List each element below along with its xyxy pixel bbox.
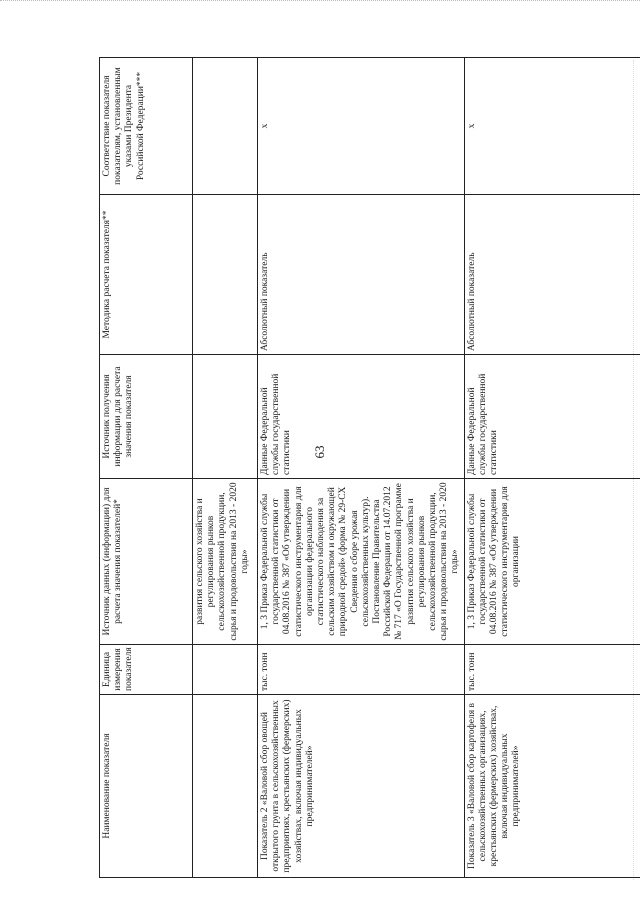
header-method: Методика расчета показателя** [100, 195, 193, 355]
cell-correspondence: х [464, 58, 640, 195]
header-info: Источник получения информации для расчета значения показателя [100, 355, 193, 479]
cell-name: Показатель 3 «Валовой сбор картофеля в сельскохозяйственных организациях, крестьянских (фермерских) хозяйствах, включая индивидуальных предпринимателей» [464, 695, 640, 878]
cell-cont-method [193, 195, 258, 355]
header-unit: Единица измерения показателя [100, 645, 193, 695]
table-row [258, 58, 465, 878]
cell-unit: тыс. тонн [464, 645, 640, 695]
page-number: 63 [312, 445, 327, 459]
cell-info: Данные Федеральной службы государственной статистики [464, 355, 640, 479]
scan-artifact-line [0, 0, 640, 9]
cell-source: 1, 3 Приказ Федеральной службы государственной статистики от 04.08.2016 № 387 «Об утверждении статистического инструментария для организации [464, 479, 640, 645]
cell-info: Данные Федеральной службы государственной статистики [258, 355, 465, 479]
cell-cont-name [193, 695, 258, 878]
header-correspondence: Соответствие показателя показателям, установленным указами Президента Российской Федерации*** [100, 58, 193, 195]
cell-name: Показатель 2 «Валовой сбор овощей открытого грунта в сельскохозяйственных предприятиях, крестьянских (фермерских) хозяйствах, включая индивидуальных предпринимателей» [258, 695, 465, 878]
cell-method: Абсолютный показатель [464, 195, 640, 355]
table-row-continuation [193, 58, 258, 878]
cell-cont-correspondence [193, 58, 258, 195]
header-source: Источник данных (информации) для расчета значения показателей* [100, 479, 193, 645]
cell-unit: тыс. тонн [258, 645, 465, 695]
indicator-table [99, 57, 640, 878]
cell-method: Абсолютный показатель [258, 195, 465, 355]
table-row [464, 58, 640, 878]
indicator-table-rotated [99, 58, 619, 878]
cell-correspondence: х [258, 58, 465, 195]
cell-cont-info [193, 355, 258, 479]
header-name: Наименование показателя [100, 695, 193, 878]
table-header-row [100, 58, 193, 878]
cell-source: 1, 3 Приказ Федеральной службы государственной статистики от 04.08.2016 № 387 «Об утверждении статистического инструментария для организации федерального статистического наблюдения за сельским хозяйством и окружающей природной средой» (форма № 29-СХ Сведения о сборе урожая сельскохозяйственных культур). Постановление Правительства Российской Федерации от 14.07.2012 № 717 «О Государственной программе развития сельского хозяйства и регулирования рынков сельскохозяйственной продукции, сырья и продовольствия на 2013 - 2020 годы» [258, 479, 465, 645]
cell-cont-source: развития сельского хозяйства и регулирования рынков сельскохозяйственной продукции, сырья и продовольствия на 2013 - 2020 годы» [193, 479, 258, 645]
cell-cont-unit [193, 645, 258, 695]
